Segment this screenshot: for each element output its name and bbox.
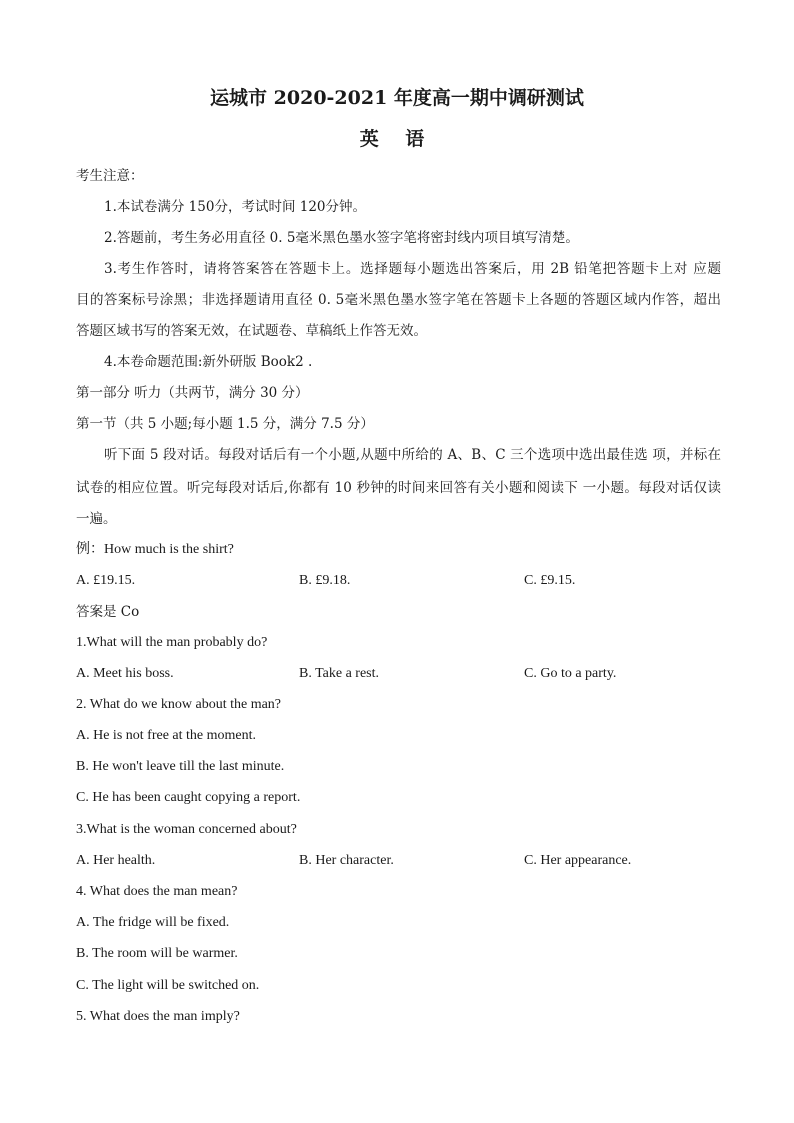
- q4-option-a: A. The fridge will be fixed.: [76, 915, 230, 930]
- instructions-line-1: 听下面 5 段对话。每段对话后有一个小题,从题中所给的 A、B、C 三个选项中选出最佳选 项，并标在: [104, 447, 721, 463]
- example-option-c: C. £9.15.: [524, 573, 576, 588]
- example-option-b: B. £9.18.: [299, 573, 351, 588]
- instructions-line-3: 一遍。: [76, 511, 117, 527]
- q3-option-c: C. Her appearance.: [524, 853, 632, 868]
- notice-item-2: 2.答题前，考生务必用直径 0. 5毫米黑色墨水签字笔将密封线内项目填写清楚。: [104, 230, 579, 246]
- q3-option-b: B. Her character.: [299, 853, 394, 868]
- q2-option-a: A. He is not free at the moment.: [76, 728, 257, 743]
- q2-option-c: C. He has been caught copying a report.: [76, 790, 301, 805]
- notice-item-3-line-2: 目的答案标号涂黑；非选择题请用直径 0. 5毫米黑色墨水签字笔在答题卡上各题的答题区域内作答，超出: [76, 292, 721, 308]
- q1-option-a: A. Meet his boss.: [76, 666, 174, 681]
- q3-option-a: A. Her health.: [76, 853, 156, 868]
- instructions-line-2: 试卷的相应位置。听完每段对话后,你都有 10 秒钟的时间来回答有关小题和阅读下 一小题。每段对话仅读: [76, 480, 721, 496]
- notice-item-3-line-3: 答题区域书写的答案无效，在试题卷、草稿纸上作答无效。: [76, 323, 427, 339]
- question-4: 4. What does the man mean?: [76, 884, 238, 899]
- example-answer: 答案是 Co: [76, 604, 140, 620]
- q1-option-c: C. Go to a party.: [524, 666, 617, 681]
- notice-item-1: 1.本试卷满分 150分，考试时间 120分钟。: [104, 199, 366, 215]
- example-option-a: A. £19.15.: [76, 573, 136, 588]
- exam-subject: 英 语: [359, 128, 435, 150]
- question-1: 1.What will the man probably do?: [76, 635, 268, 650]
- exam-title: 运城市 2020-2021 年度高一期中调研测试: [210, 87, 584, 109]
- notice-item-3-line-1: 3.考生作答时，请将答案答在答题卡上。选择题每小题选出答案后，用 2B 铅笔把答题卡上对 应题: [104, 261, 721, 277]
- q4-option-c: C. The light will be switched on.: [76, 978, 260, 993]
- question-5: 5. What does the man imply?: [76, 1009, 240, 1024]
- part1-heading: 第一部分 听力（共两节，满分 30 分）: [76, 385, 309, 401]
- q4-option-b: B. The room will be warmer.: [76, 946, 238, 961]
- q1-option-b: B. Take a rest.: [299, 666, 380, 681]
- question-2: 2. What do we know about the man?: [76, 697, 282, 712]
- q2-option-b: B. He won't leave till the last minute.: [76, 759, 285, 774]
- example-question: 例：How much is the shirt?: [76, 542, 234, 557]
- notice-heading: 考生注意：: [76, 168, 144, 184]
- question-3: 3.What is the woman concerned about?: [76, 822, 297, 837]
- notice-item-4: 4.本卷命题范围:新外研版 Book2 .: [104, 354, 313, 370]
- section1-heading: 第一节（共 5 小题;每小题 1.5 分，满分 7.5 分）: [76, 416, 374, 432]
